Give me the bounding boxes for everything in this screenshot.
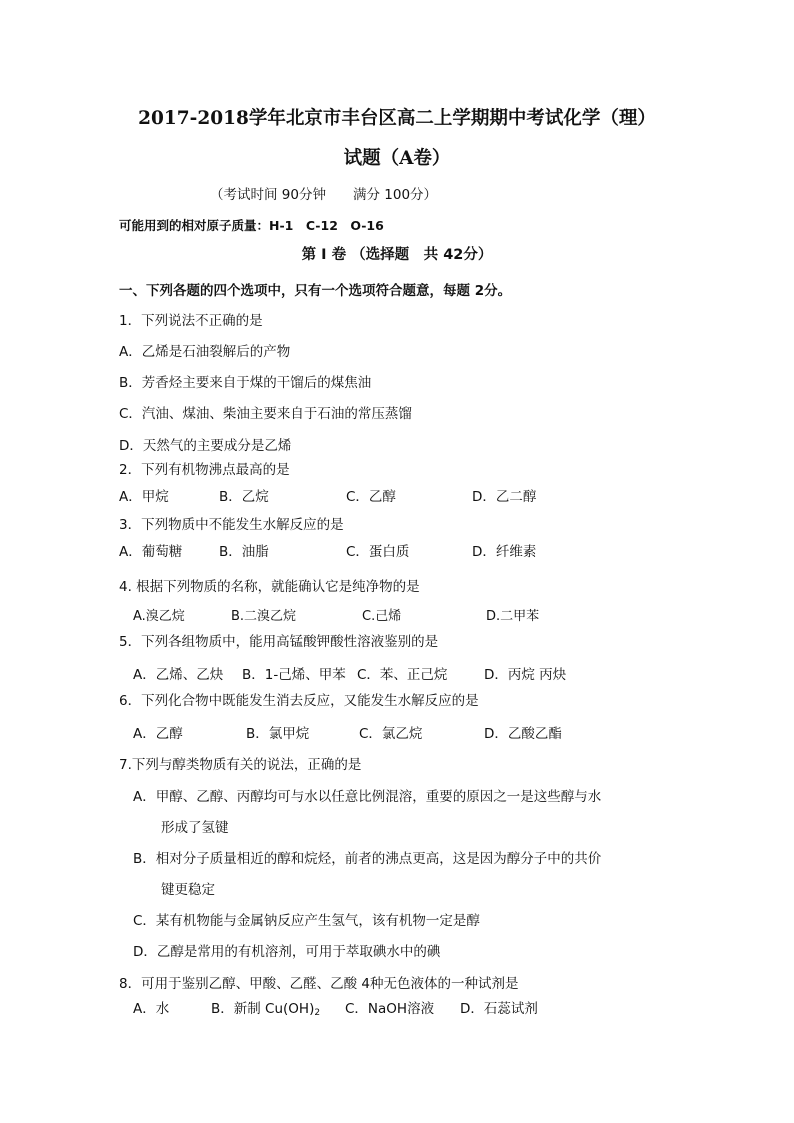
- q7-option-b-line2: 键更稳定: [161, 882, 215, 898]
- exam-title-line1: 2017-2018学年北京市丰台区高二上学期期中考试化学（理）: [138, 108, 656, 129]
- q5-stem: 5．下列各组物质中，能用高锰酸钾酸性溶液鉴别的是: [119, 634, 439, 650]
- q5-option-a: A．乙烯、乙炔: [133, 667, 224, 683]
- q1-stem: 1．下列说法不正确的是: [119, 313, 263, 329]
- q3-option-d: D．纤维素: [472, 544, 537, 560]
- q2-option-a: A．甲烷: [119, 489, 169, 505]
- q2-option-d: D．乙二醇: [472, 489, 537, 505]
- q2-option-b: B．乙烷: [219, 489, 269, 505]
- q7-option-d: D．乙醇是常用的有机溶剂，可用于萃取碘水中的碘: [133, 944, 441, 960]
- q8-option-a: A．水: [133, 1001, 170, 1017]
- q5-option-d: D．丙烷 丙炔: [484, 667, 567, 683]
- section-heading: 第 I 卷 （选择题 共 42分）: [301, 247, 493, 263]
- q1-option-c: C．汽油、煤油、柴油主要来自于石油的常压蒸馏: [119, 406, 412, 422]
- q2-option-c: C．乙醇: [346, 489, 396, 505]
- q7-stem: 7.下列与醇类物质有关的说法，正确的是: [119, 757, 362, 773]
- exam-title-line2: 试题（A卷）: [343, 148, 451, 169]
- exam-info: （考试时间 90分钟 满分 100分）: [210, 187, 438, 203]
- q7-option-a-line1: A．甲醇、乙醇、丙醇均可与水以任意比例混溶，重要的原因之一是这些醇与水: [133, 789, 602, 805]
- q3-option-b: B．油脂: [219, 544, 269, 560]
- q1-option-a: A．乙烯是石油裂解后的产物: [119, 344, 291, 360]
- q1-option-d: D．天然气的主要成分是乙烯: [119, 438, 292, 454]
- q3-stem: 3．下列物质中不能发生水解反应的是: [119, 517, 344, 533]
- q8-option-c: C．NaOH溶液: [345, 1001, 435, 1017]
- q2-stem: 2．下列有机物沸点最高的是: [119, 462, 290, 478]
- q7-option-a-line2: 形成了氢键: [161, 820, 229, 836]
- q4-option-a: A.溴乙烷: [133, 609, 185, 624]
- q8-option-b: [211, 1000, 320, 1018]
- q3-option-c: C．蛋白质: [346, 544, 410, 560]
- q1-option-b: B．芳香烃主要来自于煤的干馏后的煤焦油: [119, 375, 372, 391]
- q6-stem: 6．下列化合物中既能发生消去反应，又能发生水解反应的是: [119, 693, 479, 709]
- q3-option-a: A．葡萄糖: [119, 544, 183, 560]
- q6-option-d: D．乙酸乙酯: [484, 726, 562, 742]
- atomic-mass-note: 可能用到的相对原子质量：H-1 C-12 O-16: [119, 218, 384, 233]
- q8-option-b-text: B．新制 Cu(OH): [211, 1001, 315, 1017]
- q4-option-b: B.二溴乙烷: [231, 609, 297, 624]
- q6-option-a: A．乙醇: [133, 726, 183, 742]
- q4-option-d: D.二甲苯: [486, 609, 540, 624]
- q8-option-b-subscript: 2: [314, 1008, 321, 1018]
- q5-option-c: C．苯、正己烷: [357, 667, 448, 683]
- q6-option-c: C．氯乙烷: [359, 726, 423, 742]
- q8-stem: 8．可用于鉴别乙醇、甲酸、乙醛、乙酸 4种无色液体的一种试剂是: [119, 976, 519, 992]
- q4-option-c: C.己烯: [362, 609, 402, 624]
- q5-option-b: B．1-己烯、甲苯: [242, 667, 346, 683]
- q7-option-b-line1: B．相对分子质量相近的醇和烷烃，前者的沸点更高，这是因为醇分子中的共价: [133, 851, 602, 867]
- q7-option-c: C．某有机物能与金属钠反应产生氢气，该有机物一定是醇: [133, 913, 480, 929]
- q4-stem: 4. 根据下列物质的名称，就能确认它是纯净物的是: [119, 579, 420, 595]
- q8-option-d: D．石蕊试剂: [460, 1001, 538, 1017]
- q6-option-b: B．氯甲烷: [246, 726, 310, 742]
- section-instruction: 一、下列各题的四个选项中，只有一个选项符合题意，每题 2分。: [119, 283, 512, 299]
